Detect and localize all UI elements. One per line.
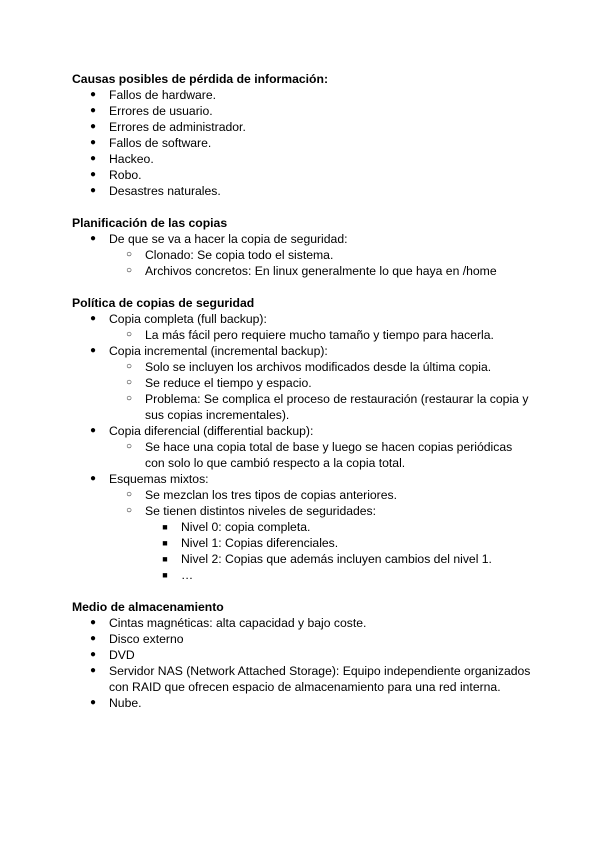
list-item (72, 663, 532, 695)
list-item (72, 439, 532, 471)
list-item-text: Nivel 2: Copias que además incluyen cambios del nivel 1. (181, 552, 492, 566)
list-item-text: Robo. (109, 168, 142, 182)
section-spacer (72, 199, 532, 215)
bullet-list-level-3 (72, 519, 532, 583)
section-heading: Política de copias de seguridad (72, 296, 255, 310)
list-item (72, 231, 532, 247)
bullet-icon: ● (89, 425, 97, 436)
section-spacer (72, 583, 532, 599)
list-item-text: De que se va a hacer la copia de seguridad: (109, 232, 348, 246)
list-item-text: Esquemas mixtos: (109, 472, 209, 486)
sublist-container (72, 439, 532, 471)
bullet-list-level-2 (72, 487, 532, 583)
list-item-text: Solo se incluyen los archivos modificados desde la última copia. (145, 360, 492, 374)
list-item-text: Se tienen distintos niveles de seguridades: (145, 504, 377, 518)
list-item (72, 151, 532, 167)
list-item (72, 343, 532, 359)
list-item (72, 695, 532, 711)
section-heading: Medio de almacenamiento (72, 600, 224, 614)
bullet-list-level-1 (72, 615, 532, 711)
list-item-text: Disco externo (109, 632, 184, 646)
bullet-icon: ● (89, 649, 97, 660)
bullet-icon: ● (89, 473, 97, 484)
list-item-text: Clonado: Se copia todo el sistema. (145, 248, 334, 262)
list-item (72, 503, 532, 519)
sublist-container (72, 487, 532, 583)
list-item-text: DVD (109, 648, 135, 662)
bullet-list-level-1 (72, 311, 532, 583)
list-item (72, 119, 532, 135)
bullet-icon: ○ (125, 441, 133, 452)
sublist-container (72, 519, 532, 583)
list-item (72, 167, 532, 183)
section (72, 215, 532, 279)
bullet-icon: ● (89, 105, 97, 116)
list-item (72, 327, 532, 343)
bullet-icon: ○ (125, 505, 133, 516)
bullet-icon: ● (89, 185, 97, 196)
sublist-container (72, 327, 532, 343)
list-item-text: Errores de usuario. (109, 104, 213, 118)
list-item-text: … (181, 568, 194, 582)
bullet-list-level-2 (72, 247, 532, 279)
list-item-text: La más fácil pero requiere mucho tamaño y tiempo para hacerla. (145, 328, 494, 342)
section-heading: Causas posibles de pérdida de información: (72, 72, 328, 86)
list-item-text: Cintas magnéticas: alta capacidad y bajo coste. (109, 616, 367, 630)
bullet-icon: ■ (162, 522, 168, 532)
list-item (72, 519, 532, 535)
list-item-text: Copia diferencial (differential backup): (109, 424, 314, 438)
list-item-text: Nivel 0: copia completa. (181, 520, 311, 534)
bullet-icon: ■ (162, 554, 168, 564)
list-item (72, 535, 532, 551)
bullet-icon: ● (89, 697, 97, 708)
list-item (72, 471, 532, 487)
list-item-text: Problema: Se complica el proceso de restauración (restaurar la copia y sus copias incrementales). (145, 392, 529, 422)
bullet-icon: ○ (125, 393, 133, 404)
list-item (72, 183, 532, 199)
list-item (72, 615, 532, 631)
bullet-list-level-2 (72, 327, 532, 343)
list-item (72, 647, 532, 663)
bullet-icon: ○ (125, 329, 133, 340)
section-heading: Planificación de las copias (72, 216, 228, 230)
list-item (72, 135, 532, 151)
list-item-text: Se mezclan los tres tipos de copias anteriores. (145, 488, 397, 502)
bullet-list-level-2 (72, 359, 532, 423)
section (72, 71, 532, 199)
bullet-icon: ● (89, 153, 97, 164)
list-item (72, 375, 532, 391)
list-item-text: Archivos concretos: En linux generalmente lo que haya en /home (145, 264, 497, 278)
list-item-text: Fallos de software. (109, 136, 212, 150)
list-item-text: Copia incremental (incremental backup): (109, 344, 328, 358)
bullet-list-level-1 (72, 231, 532, 279)
sublist-container (72, 359, 532, 423)
list-item (72, 103, 532, 119)
list-item (72, 487, 532, 503)
bullet-icon: ● (89, 233, 97, 244)
list-item-text: Se reduce el tiempo y espacio. (145, 376, 312, 390)
list-item (72, 567, 532, 583)
list-item (72, 551, 532, 567)
section (72, 599, 532, 711)
list-item (72, 247, 532, 263)
list-item (72, 423, 532, 439)
list-item-text: Errores de administrador. (109, 120, 246, 134)
bullet-icon: ● (89, 169, 97, 180)
bullet-icon: ● (89, 313, 97, 324)
list-item (72, 311, 532, 327)
bullet-icon: ○ (125, 265, 133, 276)
list-item-text: Se hace una copia total de base y luego se hacen copias periódicas con solo lo que cambió respecto a la copia total. (145, 440, 513, 470)
list-item-text: Copia completa (full backup): (109, 312, 267, 326)
bullet-icon: ● (89, 665, 97, 676)
bullet-icon: ● (89, 617, 97, 628)
bullet-icon: ○ (125, 489, 133, 500)
list-item (72, 391, 532, 423)
list-item (72, 631, 532, 647)
bullet-list-level-2 (72, 439, 532, 471)
list-item-text: Hackeo. (109, 152, 154, 166)
bullet-icon: ○ (125, 377, 133, 388)
section-spacer (72, 279, 532, 295)
list-item (72, 87, 532, 103)
list-item-text: Fallos de hardware. (109, 88, 217, 102)
list-item (72, 263, 532, 279)
bullet-icon: ■ (162, 538, 168, 548)
list-item-text: Nivel 1: Copias diferenciales. (181, 536, 339, 550)
bullet-icon: ● (89, 633, 97, 644)
section (72, 295, 532, 583)
bullet-icon: ● (89, 345, 97, 356)
list-item-text: Nube. (109, 696, 142, 710)
list-item-text: Servidor NAS (Network Attached Storage): Equipo independiente organizados con RAID que ofrecen espacio de almacenamiento para una red interna. (109, 664, 531, 694)
sublist-container (72, 247, 532, 279)
bullet-icon: ● (89, 89, 97, 100)
bullet-icon: ■ (162, 570, 168, 580)
list-item (72, 359, 532, 375)
list-item-text: Desastres naturales. (109, 184, 221, 198)
bullet-icon: ○ (125, 361, 133, 372)
bullet-list-level-1 (72, 87, 532, 199)
bullet-icon: ● (89, 121, 97, 132)
bullet-icon: ● (89, 137, 97, 148)
bullet-icon: ○ (125, 249, 133, 260)
document-body (72, 71, 532, 711)
